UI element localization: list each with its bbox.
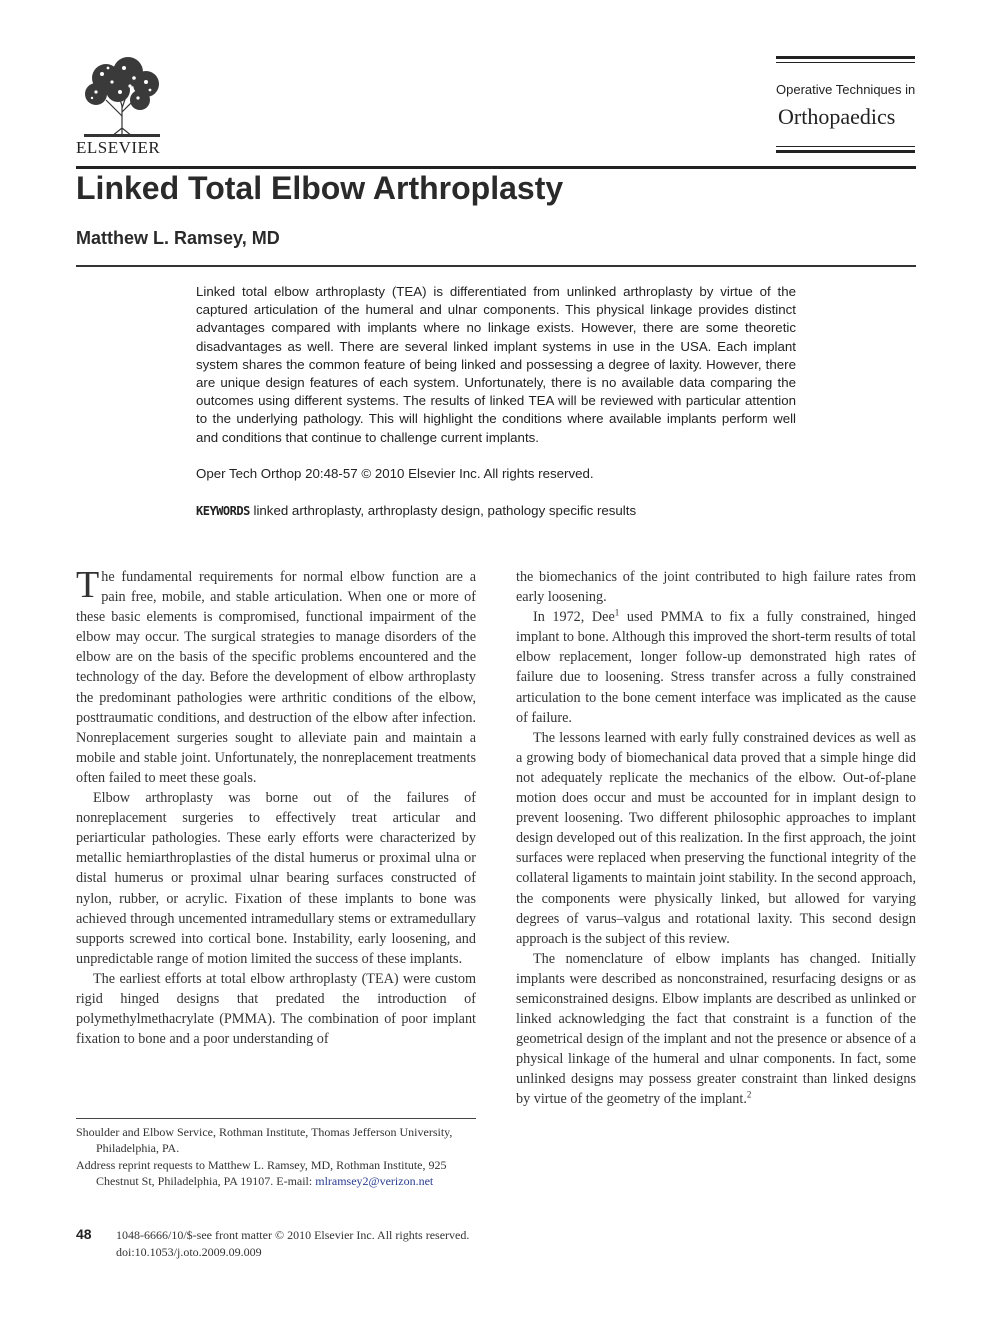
paragraph: [516, 949, 916, 1110]
reprint-text: Address reprint requests to Matthew L. Ramsey, MD, Rothman Institute, 925 Chestnut St, Philadelphia, PA 19107. E-mail:: [76, 1157, 447, 1189]
footnote-divider: [76, 1118, 476, 1119]
paragraph: Elbow arthroplasty was borne out of the failures of nonreplacement surgeries to effectively treat articular and periarticular pathologies. These early efforts were characterized by metallic hemiarthroplasties of the distal humerus or proximal ulna or distal humerus or proximal ulnar bearing surfaces constructed of nylon, rubber, or acrylic. Fixation of these implants to bone was achieved through uncemented intramedullary stems or extramedullary supports screwed into cortical bone. Instability, early loosening, and unpredictable range of motion limited the success of these implants.: [76, 790, 476, 967]
paragraph-text: used PMMA to fix a fully constrained, hinged implant to bone. Although this improved the short-term results of total elbow replacement, longer follow-up demonstrated high rates of failure due to loosening. Stress transfer across a fully constrained articulation to the bone cement interface was implicated as the cause of failure.: [516, 609, 916, 726]
author-divider: [76, 265, 916, 267]
paragraph-text: he fundamental requirements for normal elbow function are a pain free, mobile, and stable articulation. When one or more of these basic elements is compromised, functional impairment of the elbow may occur. The surgical strategies to manage disorders of the elbow are on the basis of the specific problems encountered and the technology of the day. Before the development of elbow arthroplasty the predominant pathologies were arthritic conditions of the elbow, posttraumatic conditions, and destruction of the elbow after infection. Nonreplacement surgeries sought to alleviate pain and maintain a mobile and stable joint. Unfortunately, the nonreplacement treatments often failed to meet these goals.: [76, 569, 476, 786]
author-email-link[interactable]: mlramsey2@verizon.net: [315, 1174, 434, 1189]
paragraph: The lessons learned with early fully constrained devices as well as a growing body of biomechanical data proved that a simple hinge did not adequately replicate the mechanics of the elbow. Out-of-plane motion does occur and must be accounted for in implant design to prevent loosening. Two different philosophic approaches to implant design developed out of this realization. In the first approach, the joint surfaces were replaced when preserving the functional integrity of the collateral ligaments to maintain joint stability. In the second approach, the components were physically linked, but allowed for varying degrees of varus–valgus and rotational laxity. This second design approach is the subject of this review.: [516, 729, 916, 947]
keywords: [196, 503, 636, 518]
page-number: 48: [76, 1226, 92, 1242]
front-matter: [116, 1227, 469, 1261]
paragraph: The earliest efforts at total elbow arthroplasty (TEA) were custom rigid hinged designs that predated the introduction of polymethylmethacrylate (PMMA). The combination of poor implant fixation to bone and a poor understanding of: [76, 970, 476, 1048]
publisher-name: ELSEVIER: [76, 138, 161, 157]
paragraph-text: In 1972, Dee: [533, 609, 615, 626]
keywords-label: KEYWORDS: [196, 504, 250, 518]
reprint-note: [76, 1157, 476, 1190]
reference-marker[interactable]: 1: [614, 607, 620, 618]
body-column-right: [516, 567, 916, 1110]
journal-series: Operative Techniques in: [776, 82, 916, 97]
doi[interactable]: doi:10.1053/j.oto.2009.09.009: [116, 1245, 262, 1259]
header-divider: [76, 166, 916, 169]
journal-masthead: [776, 56, 915, 154]
paragraph: the biomechanics of the joint contributed to high failure rates from early loosening.: [516, 569, 916, 606]
paragraph: [76, 564, 476, 788]
reference-marker[interactable]: 2: [746, 1089, 752, 1100]
article-author: Matthew L. Ramsey, MD: [76, 228, 280, 248]
affiliation-note: Shoulder and Elbow Service, Rothman Institute, Thomas Jefferson University, Philadelphia, PA.: [76, 1125, 453, 1156]
paragraph-text: The nomenclature of elbow implants has changed. Initially implants were described as nonconstrained, resurfacing designs or as semiconstrained designs. Elbow implants are described as unlinked or linked acknowledging the fact that constraint is a function of the geometrical design of the implant and not the presence or absence of a physical linkage of the humeral and ulnar components. In fact, some unlinked designs may possess greater constraint than linked designs by virtue of the geometry of the implant.: [516, 950, 916, 1108]
masthead-rule: [776, 56, 915, 59]
journal-name: Orthopaedics: [778, 104, 896, 129]
copyright-line: 1048-6666/10/$-see front matter © 2010 Elsevier Inc. All rights reserved.: [116, 1228, 470, 1242]
masthead-rule: [776, 146, 915, 147]
footnotes: [76, 1124, 476, 1190]
abstract-citation: Oper Tech Orthop 20:48-57 © 2010 Elsevier Inc. All rights reserved.: [196, 466, 594, 481]
paragraph: [516, 607, 916, 728]
masthead-rule: [776, 62, 915, 63]
drop-cap: T: [76, 564, 100, 606]
masthead-rule: [776, 150, 915, 153]
abstract-text: Linked total elbow arthroplasty (TEA) is differentiated from unlinked arthroplasty by virtue of the captured articulation of the humeral and ulnar components. This physical linkage provides distinct advantages compared with implants where no linkage exists. However, there are some theoretic disadvantages as well. There are several linked implant systems in use in the USA. Each implant system shares the common feature of being linked and possessing a degree of laxity. However, there are unique design features of each system. Unfortunately, there is no available data comparing the outcomes using different systems. The results of linked TEA will be reviewed with particular attention to the underlying pathology. This will highlight the conditions where available implants perform well and conditions that continue to challenge current implants.: [196, 284, 796, 445]
body-column-left: [76, 564, 476, 1049]
article-title: Linked Total Elbow Arthroplasty: [76, 170, 564, 206]
keywords-list: linked arthroplasty, arthroplasty design, pathology specific results: [253, 503, 637, 518]
